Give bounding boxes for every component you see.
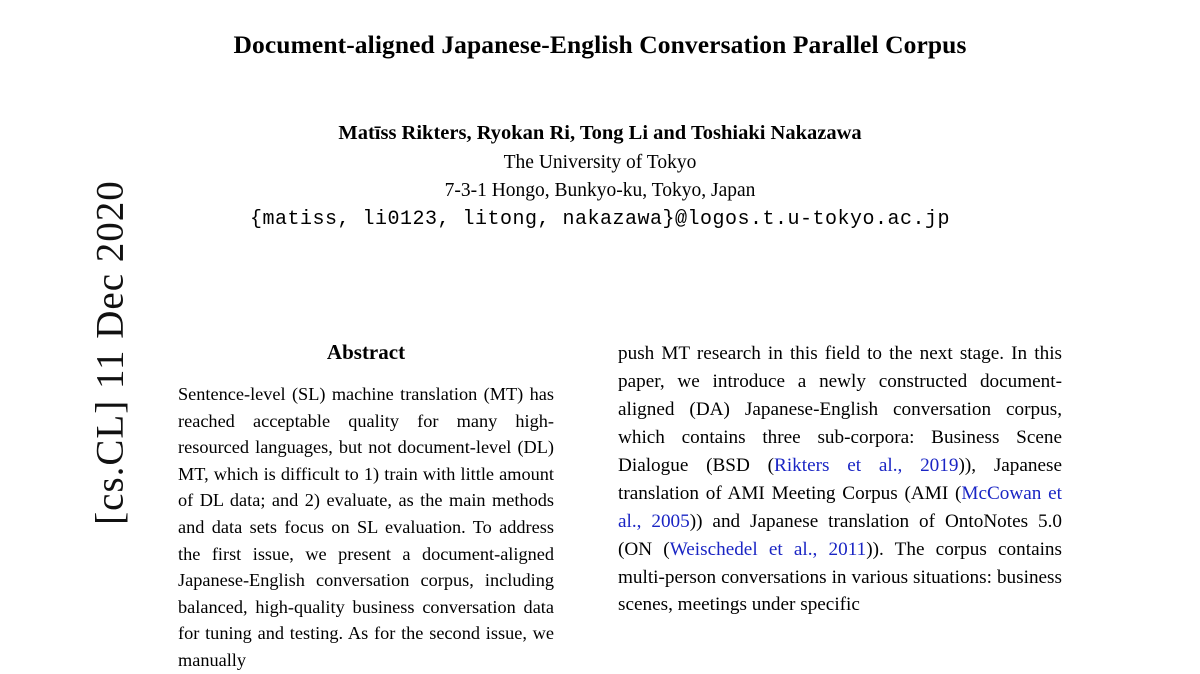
body-text-run: )). The corpus contains multi-person conversations in various situations: business scenes, meetings under specific: [618, 538, 1062, 616]
citation-link[interactable]: McCowan et al., 2005: [618, 482, 1062, 532]
body-text-run: )) and Japanese translation of OntoNotes 5.0 (ON (: [618, 510, 1062, 560]
abstract-column: [178, 340, 554, 674]
arxiv-vertical-stamp: [0, 0, 132, 648]
abstract-text: Sentence-level (SL) machine translation (MT) has reached acceptable quality for many high-resourced languages, but not document-level (DL) MT, which is difficult to 1) train with little amount of DL data; and 2) evaluate, as the main methods and data sets focus on SL evaluation. To address the first issue, we present a document-aligned Japanese-English conversation corpus, including balanced, high-quality business conversation data for tuning and testing. As for the second issue, we manually: [178, 384, 554, 671]
citation-link[interactable]: Rikters et al., 2019: [774, 454, 959, 476]
body-text-run: )), Japanese translation of AMI Meeting Corpus (AMI (: [618, 454, 1063, 504]
page-title: Document-aligned Japanese-English Conversation Parallel Corpus: [233, 30, 967, 59]
arxiv-stamp-text: [cs.CL] 11 Dec 2020: [88, 180, 132, 525]
introduction-text: [618, 340, 1062, 619]
author-list: Matīss Rikters, Ryokan Ri, Tong Li and Toshiaki Nakazawa: [338, 122, 862, 144]
introduction-column: [618, 340, 1062, 619]
body-text-run: push MT research in this field to the next stage. In this paper, we introduce a newly constructed document-aligned (DA) Japanese-English conversation corpus, which contains three sub-corpora: Business Scene Dialogue (BSD (: [618, 343, 1062, 476]
email-addresses: {matiss, li0123, litong, nakazawa}@logos.t.u-tokyo.ac.jp: [249, 208, 951, 231]
address: 7-3-1 Hongo, Bunkyo-ku, Tokyo, Japan: [444, 180, 756, 201]
abstract-heading: Abstract: [326, 340, 406, 364]
citation-link[interactable]: Weischedel et al., 2011: [669, 538, 867, 560]
affiliation: The University of Tokyo: [503, 152, 697, 173]
